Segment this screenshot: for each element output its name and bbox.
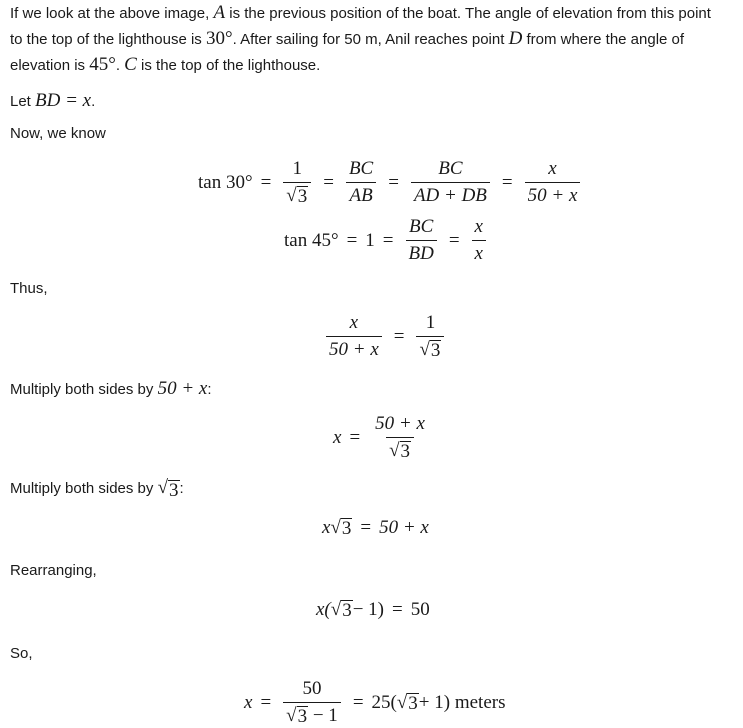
fraction (525, 158, 581, 207)
radicand: 3 (169, 480, 179, 501)
equation-ratio (322, 312, 448, 361)
eq-part: − 1) (352, 599, 384, 620)
numerator: 50 + x (375, 413, 425, 434)
sqrt (330, 517, 352, 539)
eq-sign: = (260, 171, 272, 193)
eq-sign: = (349, 426, 361, 448)
math-D: D (508, 28, 523, 49)
math-50-plus-x: 50 + x (157, 378, 208, 399)
sqrt-icon: √ (419, 339, 430, 360)
fraction (283, 158, 311, 207)
sqrt-icon: √ (286, 185, 297, 206)
fraction (346, 158, 376, 207)
multiply-line-2 (10, 475, 184, 502)
eq-value: 1 (365, 229, 375, 251)
paragraph-line-3 (10, 52, 320, 79)
rearranging-line (10, 558, 97, 584)
fraction (416, 312, 444, 361)
eq-part: x( (316, 599, 331, 620)
sqrt-icon: √ (330, 599, 342, 620)
denominator (386, 437, 414, 462)
thus-line (10, 276, 48, 302)
text: Multiply both sides by (10, 480, 158, 497)
radicand: 3 (342, 600, 352, 621)
let-line (10, 88, 95, 115)
eq-sign: = (382, 229, 394, 251)
eq-sign: = (393, 325, 405, 347)
text: : (207, 381, 212, 398)
text: to the top of the lighthouse is (10, 31, 206, 48)
numerator: BC (348, 158, 374, 179)
eq-part: 25( (371, 691, 397, 713)
text: : (179, 480, 184, 497)
denominator: AD + DB (411, 182, 490, 207)
numerator: x (349, 312, 359, 333)
numerator: BC (409, 216, 434, 237)
sqrt-icon: √ (157, 477, 169, 498)
denominator (416, 336, 444, 361)
now-line (10, 121, 106, 147)
eq-sign: = (392, 599, 403, 620)
text: If we look at the above image, (10, 5, 214, 22)
sqrt (397, 692, 419, 714)
text: Now, we know (10, 125, 106, 142)
denominator: BD (406, 240, 437, 265)
math-30deg: 30° (205, 28, 233, 49)
text: is the previous position of the boat. The angle of elevation from this point (225, 5, 711, 22)
math-sqrt3 (158, 475, 180, 501)
denominator (283, 182, 311, 207)
eq-rhs: 50 (410, 599, 430, 620)
eq-sign: = (346, 229, 358, 251)
math-C: C (124, 54, 137, 75)
radicand: 3 (341, 518, 352, 539)
radicand: 3 (408, 692, 418, 714)
numerator: 1 (425, 312, 436, 333)
eq-rhs: 50 + x (379, 517, 429, 538)
text: So, (10, 645, 33, 662)
eq-lhs: x (333, 426, 342, 448)
text: Let (10, 93, 36, 110)
denominator: x (472, 240, 486, 265)
eq-sign: = (323, 171, 334, 193)
eq-lhs: tan 45° (284, 229, 339, 251)
denominator: AB (346, 182, 375, 207)
fraction (411, 158, 490, 207)
text: is the top of the lighthouse. (136, 57, 321, 74)
numerator: BC (438, 158, 463, 179)
numerator: x (474, 216, 483, 237)
fraction (283, 678, 341, 727)
paragraph-line-1 (10, 0, 711, 27)
eq-lhs: x (244, 691, 253, 713)
radicand: 3 (297, 706, 308, 727)
eq-sign: = (448, 229, 460, 251)
sqrt (331, 599, 353, 621)
text: from where the angle of (522, 31, 685, 48)
eq-lhs: x (322, 517, 331, 538)
eq-lhs: tan 30° (198, 171, 253, 193)
eq-sign: = (501, 171, 513, 193)
radicand: 3 (297, 186, 308, 207)
fraction (326, 312, 382, 361)
fraction (472, 216, 486, 265)
denominator-rest: − 1 (308, 705, 338, 726)
eq-part: + 1) meters (418, 691, 506, 713)
sqrt-icon: √ (389, 440, 400, 461)
eq-sign: = (388, 171, 399, 193)
text: Rearranging, (10, 562, 97, 579)
text: . (91, 93, 96, 110)
denominator: 50 + x (326, 336, 382, 361)
sqrt-icon: √ (286, 705, 297, 726)
fraction (372, 413, 428, 462)
eq-sign: = (260, 691, 272, 713)
numerator: 50 (302, 678, 322, 699)
sqrt-icon: √ (330, 517, 341, 538)
text: elevation is (10, 57, 90, 74)
radicand: 3 (400, 441, 410, 462)
fraction (406, 216, 437, 265)
denominator (283, 702, 341, 727)
eq-sign: = (360, 517, 372, 538)
so-line (10, 641, 33, 667)
numerator: x (548, 158, 557, 179)
paragraph-line-2 (10, 26, 684, 53)
equation-final (244, 678, 505, 727)
equation-rearranged (316, 599, 430, 621)
sqrt-icon: √ (396, 691, 408, 713)
multiply-line-1 (10, 376, 212, 403)
math-45deg: 45° (89, 54, 116, 75)
equation-tan30 (198, 158, 584, 207)
math-bd-eq-x: BD = x (35, 90, 92, 111)
text: Multiply both sides by (10, 381, 158, 398)
text: . After sailing for 50 m, Anil reaches point (232, 31, 509, 48)
equation-xsqrt3 (322, 517, 429, 539)
text: Thus, (10, 280, 48, 297)
numerator: 1 (292, 158, 302, 179)
equation-x (333, 413, 432, 462)
math-A: A (213, 2, 226, 23)
text: . (115, 57, 125, 74)
eq-sign: = (352, 691, 364, 713)
denominator: 50 + x (525, 182, 581, 207)
radicand: 3 (430, 340, 441, 361)
equation-tan45 (284, 216, 490, 265)
